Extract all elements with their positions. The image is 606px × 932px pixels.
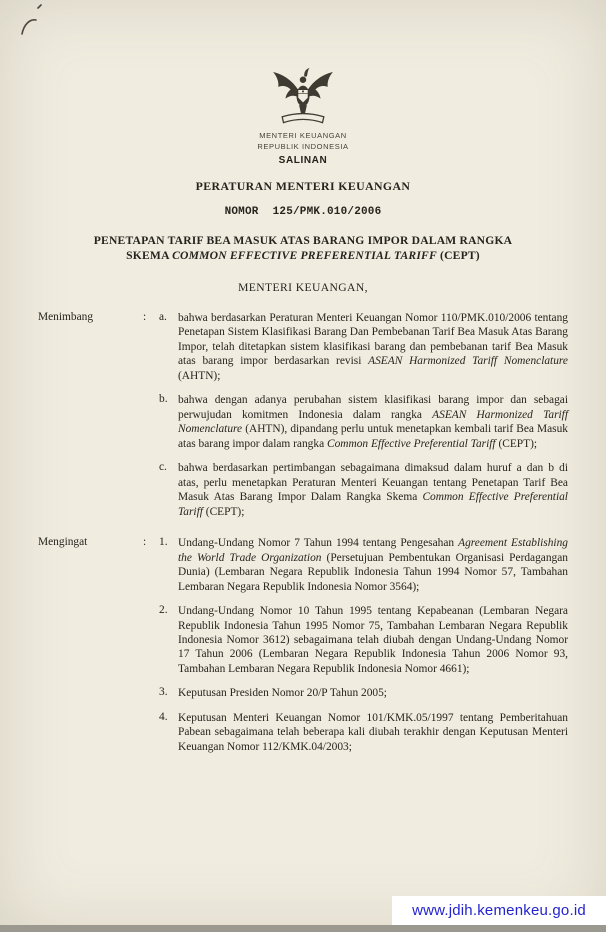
section-colon: :: [143, 536, 147, 549]
list-item-marker: b.: [159, 393, 168, 406]
list-item: [159, 311, 568, 383]
list-item: [159, 393, 568, 451]
list-item-marker: 1.: [159, 536, 168, 549]
section-menimbang: [38, 311, 568, 519]
mengingat-items: [159, 536, 568, 754]
pen-mark-icon: [14, 4, 58, 38]
ministry-name: MENTERI KEUANGAN: [259, 131, 347, 140]
copy-label: SALINAN: [278, 154, 328, 166]
document-title-line2: SKEMA COMMON EFFECTIVE PREFERENTIAL TARIFF (CEPT): [126, 249, 480, 263]
list-item-marker: a.: [159, 310, 167, 323]
document-title: [38, 233, 568, 264]
document-title-line1: PENETAPAN TARIF BEA MASUK ATAS BARANG IMPOR DALAM RANGKA: [93, 233, 513, 247]
garuda-emblem-icon: [38, 62, 568, 130]
list-item-text: bahwa dengan adanya perubahan sistem klasifikasi barang impor dan sebagai perwujudan komitmen Indonesia dalam rangka ASEAN Harmonized Tariff Nomenclature (AHTN), dipandang perlu untuk menetapkan kembali tarif Bea Masuk atas barang impor dalam rangka Common Effective Preferential Tariff (CEPT);: [178, 394, 569, 450]
document-type-heading: PERATURAN MENTERI KEUANGAN: [195, 178, 411, 193]
list-item: [159, 604, 568, 676]
list-item-text: Undang-Undang Nomor 10 Tahun 1995 tentang Kepabeanan (Lembaran Negara Republik Indonesia Tahun 1995 Nomor 75, Tambahan Lembaran Negara Republik Indonesia Nomor 3612) sebagaimana telah diubah dengan Undang-Undang Nomor 17 Tahun 2006 (Lembaran Negara Republik Indonesia Tahun 2006 Nomor 93, Tambahan Lembaran Negara Republik Indonesia Nomor 4661);: [178, 605, 568, 675]
list-item-marker: 4.: [159, 710, 168, 723]
section-label-menimbang: Menimbang: [38, 310, 94, 323]
document-number-label: NOMOR: [224, 205, 259, 218]
watermark-link: www.jdih.kemenkeu.go.id: [412, 902, 586, 919]
list-item: [159, 536, 568, 594]
document-number-line: [38, 206, 568, 218]
list-item-text: Keputusan Presiden Nomor 20/P Tahun 2005;: [178, 687, 387, 700]
list-item-text: Undang-Undang Nomor 7 Tahun 1994 tentang Pengesahan Agreement Establishing the World Trade Organization (Persetujuan Pembentukan Organisasi Perdagangan Dunia) (Lembaran Negara Republik Indonesia Tahun 1994 Nomor 57, Tambahan Lembaran Negara Republik Indonesia Nomor 3564);: [178, 537, 569, 593]
list-item-marker: c.: [159, 461, 167, 474]
republic-name: REPUBLIK INDONESIA: [257, 141, 349, 151]
list-item: [159, 686, 568, 700]
list-item-text: bahwa berdasarkan Peraturan Menteri Keuangan Nomor 110/PMK.010/2006 tentang Penetapan Sistem Klasifikasi Barang Dan Pembebanan Tarif Bea Masuk Atas Barang Impor, telah ditetapkan sistem klasifikasi barang dan pembebanan tarif Bea Masuk atas barang impor berdasarkan revisi ASEAN Harmonized Tariff Nomenclature (AHTN);: [178, 311, 568, 382]
list-item-text: bahwa berdasarkan pertimbangan sebagaimana dimaksud dalam huruf a dan b di atas, perlu menetapkan Peraturan Menteri Keuangan tentang Penetapan Tarif Bea Masuk Atas Barang Impor Dalam Rangka Skema Common Effective Preferential Tariff (CEPT);: [178, 462, 568, 518]
section-label-mengingat: Mengingat: [38, 536, 88, 549]
scan-bottom-edge: [0, 925, 606, 932]
document-content: [38, 62, 568, 754]
list-item: [159, 711, 568, 754]
list-item: [159, 461, 568, 519]
issuer-line: MENTERI KEUANGAN,: [238, 280, 368, 294]
document-number-value: 125/PMK.010/2006: [272, 205, 382, 218]
list-item-marker: 2.: [159, 604, 168, 617]
section-colon: :: [143, 310, 147, 323]
watermark-strip: [392, 896, 606, 925]
menimbang-items: [159, 311, 568, 519]
section-mengingat: [38, 536, 568, 754]
list-item-marker: 3.: [159, 686, 168, 699]
list-item-text: Keputusan Menteri Keuangan Nomor 101/KMK.05/1997 tentang Pemberitahuan Pabean sebagaimana telah beberapa kali diubah terakhir dengan Keputusan Menteri Keuangan Nomor 112/KMK.04/2003;: [178, 711, 568, 753]
